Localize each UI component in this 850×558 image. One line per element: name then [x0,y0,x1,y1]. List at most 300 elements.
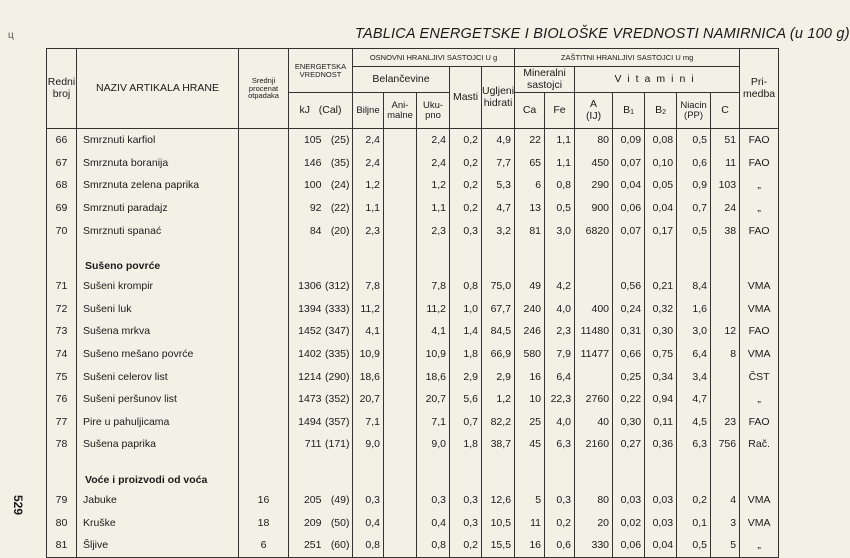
cell-ugljeni: 66,9 [482,343,515,366]
header-kj-cal [289,93,353,129]
cell-energy [289,433,353,456]
cell-fe: 6,3 [545,433,575,456]
section-spacer-cell [545,456,575,489]
cell-biljne: 7,1 [353,411,384,434]
cell-biljne: 0,8 [353,534,384,557]
cell-animalne [384,152,417,175]
cell-cal: (49) [330,494,350,507]
cell-primedba: „ [740,534,779,557]
cell-c: 8 [711,343,740,366]
cell-no: 69 [47,197,77,220]
cell-animalne [384,219,417,242]
cell-otpadak [239,197,289,220]
cell-niacin: 3,0 [677,320,711,343]
table-row [47,219,779,242]
header-otpadak: Srednji procenat otpadaka [239,49,289,129]
cell-ca: 5 [515,489,545,512]
cell-b1: 0,30 [613,411,645,434]
cell-masti: 0,2 [450,152,482,175]
cell-otpadak [239,219,289,242]
cell-masti: 0,2 [450,174,482,197]
cell-otpadak [239,411,289,434]
cell-b2: 0,11 [645,411,677,434]
cell-b1: 0,07 [613,219,645,242]
cell-masti: 0,3 [450,489,482,512]
cell-kj: 92 [309,202,322,215]
cell-b1: 0,25 [613,365,645,388]
cell-animalne [384,343,417,366]
cell-ugljeni: 4,9 [482,129,515,152]
cell-name: Sušeni krompir [77,275,239,298]
cell-primedba: FAO [740,219,779,242]
cell-ca: 49 [515,275,545,298]
section-spacer-cell [645,242,677,275]
table-row [47,197,779,220]
cell-animalne [384,511,417,534]
cell-biljne: 2,4 [353,129,384,152]
header-b2-label: B [655,103,663,116]
cell-a: 2760 [575,388,613,411]
page-title: TABLICA ENERGETSKE I BIOLOŠKE VREDNOSTI NAMIRNICA (u 100 g) [355,26,850,42]
cell-b2: 0,05 [645,174,677,197]
cell-name: Jabuke [77,489,239,512]
cell-cal: (171) [324,438,350,451]
cell-energy [289,489,353,512]
cell-kj: 209 [303,516,322,529]
section-spacer-cell [450,242,482,275]
cell-primedba: FAO [740,411,779,434]
cell-a: 2160 [575,433,613,456]
cell-energy [289,219,353,242]
section-spacer-cell [289,242,353,275]
cell-ukupno: 7,1 [417,411,450,434]
cell-no: 73 [47,320,77,343]
header-cal: (Cal) [318,103,342,116]
cell-cal: (20) [330,224,350,237]
cell-biljne: 1,1 [353,197,384,220]
cell-animalne [384,129,417,152]
cell-cal: (312) [324,280,350,293]
cell-name: Smrznuta boranija [77,152,239,175]
cell-ca: 22 [515,129,545,152]
header-b2 [645,93,677,129]
cell-masti: 0,2 [450,197,482,220]
cell-a: 11480 [575,320,613,343]
header-b1-label: B [623,103,631,116]
cell-b1: 0,06 [613,534,645,557]
section-spacer-cell [575,242,613,275]
cell-name: Smrznuti karfiol [77,129,239,152]
cell-a: 290 [575,174,613,197]
cell-c: 12 [711,320,740,343]
cell-a: 900 [575,197,613,220]
cell-a: 40 [575,411,613,434]
cell-niacin: 8,4 [677,275,711,298]
cell-biljne: 0,4 [353,511,384,534]
cell-fe: 1,1 [545,129,575,152]
cell-energy [289,129,353,152]
cell-fe: 1,1 [545,152,575,175]
cell-ugljeni: 75,0 [482,275,515,298]
section-spacer-cell [47,242,77,275]
cell-no: 75 [47,365,77,388]
cell-b1: 0,02 [613,511,645,534]
cell-b1: 0,07 [613,152,645,175]
cell-fe: 3,0 [545,219,575,242]
section-spacer-cell [450,456,482,489]
cell-masti: 1,4 [450,320,482,343]
cell-otpadak: 18 [239,511,289,534]
cell-ukupno: 2,3 [417,219,450,242]
cell-energy [289,197,353,220]
cell-b2: 0,75 [645,343,677,366]
section-spacer-cell [677,242,711,275]
cell-otpadak [239,152,289,175]
cell-fe: 7,9 [545,343,575,366]
cell-niacin: 0,6 [677,152,711,175]
cell-ugljeni: 1,2 [482,388,515,411]
cell-cal: (50) [330,516,350,529]
cell-energy [289,320,353,343]
header-masti: Masti [450,67,482,129]
cell-c: 24 [711,197,740,220]
header-a-unit: (IJ) [585,109,602,122]
cell-c: 11 [711,152,740,175]
section-spacer-cell [239,456,289,489]
header-energetska: ENERGETSKA VREDNOST [289,49,353,93]
cell-animalne [384,275,417,298]
section-spacer-cell [353,242,384,275]
header-mineralni: Mineralni sastojci [515,67,575,93]
cell-b1: 0,66 [613,343,645,366]
cell-biljne: 2,4 [353,152,384,175]
cell-cal: (357) [324,415,350,428]
cell-biljne: 4,1 [353,320,384,343]
cell-b1: 0,56 [613,275,645,298]
cell-fe: 0,5 [545,197,575,220]
cell-animalne [384,534,417,557]
cell-masti: 1,8 [450,343,482,366]
cell-name: Pire u pahuljicama [77,411,239,434]
cell-kj: 146 [303,156,322,169]
header-b1 [613,93,645,129]
cell-energy [289,152,353,175]
cell-ca: 246 [515,320,545,343]
header-b1-sub: 1 [630,108,634,116]
cell-c: 51 [711,129,740,152]
cell-a: 80 [575,489,613,512]
cell-b2: 0,94 [645,388,677,411]
cell-cal: (290) [324,370,350,383]
cell-name: Kruške [77,511,239,534]
cell-ukupno: 4,1 [417,320,450,343]
cell-energy [289,298,353,321]
cell-b2: 0,32 [645,298,677,321]
cell-masti: 0,2 [450,129,482,152]
cell-biljne: 10,9 [353,343,384,366]
cell-name: Smrznuti paradajz [77,197,239,220]
cell-masti: 1,8 [450,433,482,456]
cell-ugljeni: 82,2 [482,411,515,434]
cell-c [711,365,740,388]
cell-ca: 65 [515,152,545,175]
cell-b2: 0,17 [645,219,677,242]
cell-cal: (352) [324,393,350,406]
cell-niacin: 4,5 [677,411,711,434]
cell-b2: 0,34 [645,365,677,388]
cell-niacin: 0,2 [677,489,711,512]
cell-no: 71 [47,275,77,298]
cell-c: 5 [711,534,740,557]
section-spacer-cell [711,242,740,275]
cell-a: 330 [575,534,613,557]
cell-animalne [384,365,417,388]
header-primedba: Pri-medba [740,49,779,129]
cell-energy [289,388,353,411]
cell-a: 80 [575,129,613,152]
cell-c [711,275,740,298]
cell-niacin: 1,6 [677,298,711,321]
table-row [47,433,779,456]
cell-niacin: 0,5 [677,219,711,242]
cell-cal: (24) [330,179,350,192]
cell-no: 77 [47,411,77,434]
cell-biljne: 0,3 [353,489,384,512]
cell-primedba: VMA [740,343,779,366]
cell-primedba: ČST [740,365,779,388]
table-row [47,298,779,321]
cell-niacin: 0,5 [677,129,711,152]
cell-masti: 0,3 [450,219,482,242]
cell-animalne [384,489,417,512]
cell-ugljeni: 5,3 [482,174,515,197]
cell-fe: 0,2 [545,511,575,534]
cell-ca: 13 [515,197,545,220]
table-row [47,489,779,512]
cell-name: Sušeni celerov list [77,365,239,388]
cell-kj: 1214 [298,370,322,383]
section-spacer-cell [740,456,779,489]
cell-energy [289,534,353,557]
cell-masti: 0,3 [450,511,482,534]
table-body [47,129,779,558]
cell-niacin: 4,7 [677,388,711,411]
cell-name: Smrznuti spanać [77,219,239,242]
cell-name: Sušeno mešano povrće [77,343,239,366]
table-row [47,534,779,557]
cell-ca: 16 [515,365,545,388]
cell-cal: (22) [330,202,350,215]
cell-b1: 0,24 [613,298,645,321]
cell-ukupno: 2,4 [417,129,450,152]
cell-ca: 11 [515,511,545,534]
cell-otpadak [239,365,289,388]
table-row [47,511,779,534]
cell-biljne: 18,6 [353,365,384,388]
cell-animalne [384,388,417,411]
cell-ugljeni: 12,6 [482,489,515,512]
cell-no: 79 [47,489,77,512]
cell-ukupno: 1,2 [417,174,450,197]
cell-kj: 205 [303,494,322,507]
cell-primedba: „ [740,197,779,220]
cell-ukupno: 10,9 [417,343,450,366]
cell-kj: 105 [303,134,322,147]
cell-no: 78 [47,433,77,456]
cell-fe: 6,4 [545,365,575,388]
cell-otpadak: 16 [239,489,289,512]
section-spacer-cell [239,242,289,275]
cell-animalne [384,197,417,220]
cell-masti: 5,6 [450,388,482,411]
cell-ukupno: 7,8 [417,275,450,298]
section-spacer-cell [384,456,417,489]
cell-otpadak [239,320,289,343]
cell-otpadak: 6 [239,534,289,557]
cell-name: Sušena mrkva [77,320,239,343]
cell-a: 11477 [575,343,613,366]
header-ca: Ca [515,93,545,129]
cell-ca: 240 [515,298,545,321]
table-row [47,152,779,175]
cell-cal: (60) [330,539,350,552]
cell-ukupno: 9,0 [417,433,450,456]
cell-b2: 0,04 [645,197,677,220]
cell-ca: 580 [515,343,545,366]
cell-b1: 0,31 [613,320,645,343]
table-row [47,275,779,298]
cell-ugljeni: 15,5 [482,534,515,557]
section-spacer-cell [482,456,515,489]
cell-biljne: 11,2 [353,298,384,321]
cell-animalne [384,320,417,343]
cell-b1: 0,03 [613,489,645,512]
cell-ca: 45 [515,433,545,456]
cell-niacin: 0,7 [677,197,711,220]
cell-ukupno: 1,1 [417,197,450,220]
header-animalne: Ani-malne [384,93,417,129]
cell-niacin: 0,5 [677,534,711,557]
cell-kj: 711 [304,438,322,451]
header-biljne: Biljne [353,93,384,129]
section-spacer-cell [575,456,613,489]
section-spacer-cell [353,456,384,489]
cell-otpadak [239,388,289,411]
cell-animalne [384,174,417,197]
nutrition-table [46,48,779,558]
section-spacer-cell [515,456,545,489]
cell-c: 756 [711,433,740,456]
cell-ukupno: 0,3 [417,489,450,512]
cell-energy [289,174,353,197]
cell-kj: 1494 [298,415,322,428]
cell-otpadak [239,433,289,456]
cell-energy [289,411,353,434]
cell-b2: 0,30 [645,320,677,343]
cell-kj: 1452 [298,325,322,338]
cell-masti: 0,7 [450,411,482,434]
cell-masti: 0,8 [450,275,482,298]
cell-cal: (25) [330,134,350,147]
cell-ugljeni: 2,9 [482,365,515,388]
cell-c: 103 [711,174,740,197]
cell-cal: (347) [324,325,350,338]
cell-fe: 4,2 [545,275,575,298]
section-spacer-cell [740,242,779,275]
cell-primedba: VMA [740,275,779,298]
header-redni-broj: Redni broj [47,49,77,129]
cell-a: 6820 [575,219,613,242]
cell-a: 450 [575,152,613,175]
cell-biljne: 1,2 [353,174,384,197]
cell-primedba: Rač. [740,433,779,456]
cell-otpadak [239,275,289,298]
cell-b2: 0,10 [645,152,677,175]
cell-b2: 0,36 [645,433,677,456]
header-kj: kJ [299,103,310,116]
header-zastitni: ZAŠTITNI HRANLJIVI SASTOJCI U mg [515,49,740,67]
cell-biljne: 7,8 [353,275,384,298]
cell-primedba: FAO [740,152,779,175]
cell-a [575,365,613,388]
section-header-row [47,242,779,275]
cell-no: 72 [47,298,77,321]
header-a-label: A [590,98,598,111]
table-row [47,343,779,366]
cell-b2: 0,21 [645,275,677,298]
cell-niacin: 6,3 [677,433,711,456]
cell-primedba: FAO [740,129,779,152]
table-row [47,320,779,343]
cell-animalne [384,433,417,456]
cell-ca: 6 [515,174,545,197]
cell-b1: 0,06 [613,197,645,220]
cell-b2: 0,03 [645,511,677,534]
cell-name: Sušena paprika [77,433,239,456]
cell-no: 67 [47,152,77,175]
header-niacin: Niacin (PP) [677,93,711,129]
cell-c [711,298,740,321]
cell-c: 4 [711,489,740,512]
cell-niacin: 3,4 [677,365,711,388]
cell-ugljeni: 67,7 [482,298,515,321]
cell-a: 20 [575,511,613,534]
header-belancevine: Belančevine [353,67,450,93]
header-a [575,93,613,129]
cell-animalne [384,298,417,321]
cell-fe: 0,6 [545,534,575,557]
cell-no: 74 [47,343,77,366]
cell-kj: 1402 [298,348,322,361]
cell-b1: 0,27 [613,433,645,456]
table-row [47,365,779,388]
cell-no: 66 [47,129,77,152]
cell-primedba: „ [740,388,779,411]
cell-name: Šljive [77,534,239,557]
corner-mark: ц [8,30,14,41]
cell-kj: 1306 [298,280,322,293]
section-spacer-cell [515,242,545,275]
section-header-row [47,456,779,489]
cell-cal: (35) [330,156,350,169]
cell-ugljeni: 4,7 [482,197,515,220]
section-spacer-cell [545,242,575,275]
cell-b1: 0,04 [613,174,645,197]
cell-ugljeni: 10,5 [482,511,515,534]
cell-energy [289,365,353,388]
cell-ca: 81 [515,219,545,242]
cell-kj: 251 [303,539,322,552]
